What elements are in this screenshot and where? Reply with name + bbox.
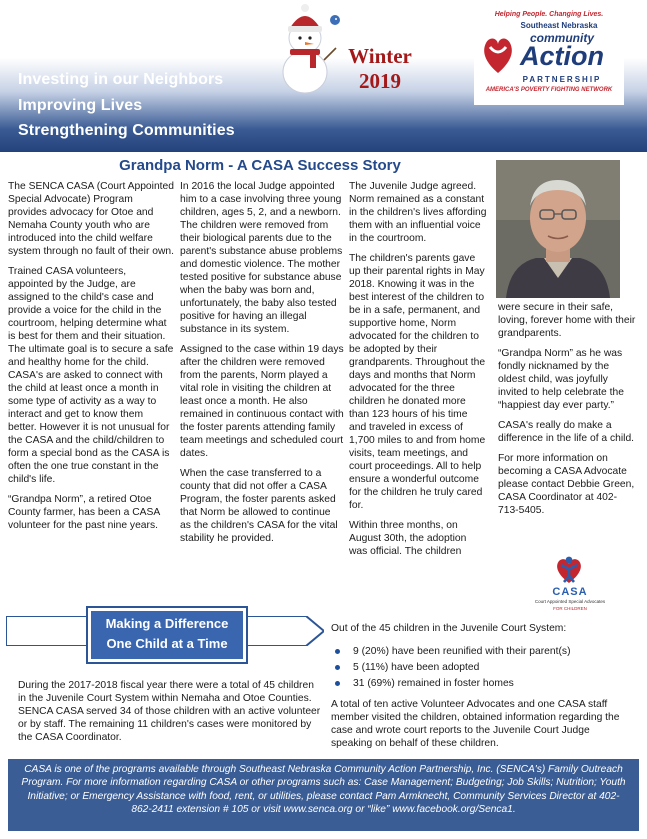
- paragraph: In 2016 the local Judge appointed him to a case involving three young children, ages 5, 2, and a newborn. The children were removed from their biological parents due to the parent's substance abuse problems and domestic violence. The mother tested positive for substance abuse when the baby was born and, unfortunately, the baby also tested positive for having an illegal substance in its system.: [180, 181, 343, 335]
- issue-season: [335, 44, 425, 94]
- footer-info-box: [8, 759, 639, 831]
- article-column-1: [8, 180, 174, 539]
- list-item: 9 (20%) have been reunified with their parent(s): [331, 645, 631, 658]
- fiscal-year-summary: During the 2017-2018 fiscal year there were a total of 45 children in the Juvenile Court System within Nemaha and Otoe Counties. SENCA CASA served 34 of those children with an active volunteer or by staff. The remaining 11 children's cases were monitored by the CASA Coordinator.: [18, 680, 321, 743]
- paragraph: Trained CASA volunteers, appointed by the Judge, are assigned to the child's case and provide a voice for the child in the courtroom, helping determine what is best for them and their situation. The ultimate goal is to secure a safe and healthy home for the child. CASA's are asked to connect with the child at least once a month in some type of activity as a way to interact and get to know them better. However it is not unusual for the CASA and the child/children to form a special bond as the CASA is often the one true constant in the child's life.: [8, 266, 174, 485]
- stats-intro: Out of the 45 children in the Juvenile Court System:: [331, 623, 567, 634]
- casa-child-icon: [552, 552, 586, 586]
- header-line-3: Strengthening Communities: [18, 122, 235, 139]
- header-line-2: Improving Lives: [18, 97, 143, 114]
- banner-line-2: One Child at a Time: [106, 636, 228, 651]
- paragraph: The children's parents gave up their parental rights in May 2018. Knowing it was in the best interest of the children to be in a safe, permanent, and supportive home, Norm advocated for the children to be adopted by their grandparents. Throughout the days and months that Norm advocated for the three children he donated more than 123 hours of his time and traveled in excess of 1,700 miles to and from home visits, team meetings, and court proceedings. All to help ensure a wonderful outcome for the children he truly cared for.: [349, 253, 486, 511]
- paragraph: CASA's really do make a difference in the life of a child.: [498, 420, 635, 444]
- paragraph: The Juvenile Judge agreed. Norm remained as a constant in the children's lives affording them with an influential voice in the courtroom.: [349, 181, 487, 244]
- article-column-4: [498, 301, 636, 524]
- snowman-illustration: [272, 2, 342, 98]
- article-column-2: [180, 180, 344, 552]
- logo-tagline: Helping People. Changing Lives.: [494, 11, 604, 18]
- logo-action: Action: [520, 41, 604, 71]
- footer-text: CASA is one of the programs available through Southeast Nebraska Community Action Partnership, Inc. (SENCA's) Family Outreach Program. For more information regarding CASA or other programs such as: Case Management; Budgeting; Job Skills; Nutrition; Youth Initiative; or Emergency Assistance with food, rent, or utilities, please contact Pam Armknecht, Community Services Director at 402-862-2411 extension # 105 or visit www.senca.org or “like” www.facebook.org/Senca1.: [21, 764, 626, 815]
- article-column-3: [349, 180, 487, 565]
- casa-logo-subtitle: Court Appointed Special Advocates: [534, 599, 606, 604]
- paragraph: “Grandpa Norm” as he was fondly nicknamed by the oldest child, was joyfully invited to help celebrate the “happiest day ever party.”: [498, 348, 624, 411]
- header-line-1: Investing in our Neighbors: [18, 71, 224, 88]
- paragraph: were secure in their safe, loving, forever home with their grandparents.: [498, 302, 636, 339]
- casa-logo-name: CASA: [552, 586, 588, 598]
- paragraph: Within three months, on August 30th, the adoption was official. The children: [349, 520, 467, 557]
- logo-partnership: PARTNERSHIP: [522, 75, 602, 84]
- logo-network: AMERICA'S POVERTY FIGHTING NETWORK: [485, 87, 613, 93]
- logo-region: Southeast Nebraska: [520, 21, 598, 30]
- grandpa-norm-photo: [496, 160, 620, 298]
- paragraph: For more information on becoming a CASA Advocate please contact Debbie Green, CASA Coordinator at 402-713-5405.: [498, 453, 635, 516]
- issue-year: 2019: [359, 69, 401, 93]
- paragraph: “Grandpa Norm”, a retired Otoe County farmer, has been a CASA volunteer for the past nine years.: [8, 494, 160, 531]
- making-difference-banner: [88, 608, 246, 662]
- paragraph: When the case transferred to a county that did not offer a CASA Program, the foster parents asked that Norm be allowed to continue as the children's CASA for the vital stability he provided.: [180, 468, 338, 544]
- stats-summary: A total of ten active Volunteer Advocates and one CASA staff member visited the children, obtained information regarding the case and wrote court reports to the Juvenile Court Judge speaking on behalf of these children.: [331, 699, 620, 749]
- article-title: Grandpa Norm - A CASA Success Story: [119, 157, 401, 174]
- community-action-logo: [474, 7, 624, 105]
- paragraph: Assigned to the case within 19 days after the children were removed from the parents, Norm played a vital role in visiting the children at least once a month. He also remained in continuous contact with the foster parents attending family team meetings and scheduled court dates.: [180, 344, 344, 459]
- logo-community: community: [529, 31, 594, 45]
- juvenile-court-stats: [331, 622, 631, 757]
- casa-logo-for: FOR CHILDREN: [553, 606, 587, 611]
- stats-list: [331, 645, 631, 690]
- casa-logo: [520, 552, 620, 612]
- issue-season-label: Winter: [348, 44, 412, 68]
- banner-line-1: Making a Difference: [105, 616, 229, 631]
- list-item: 31 (69%) remained in foster homes: [331, 677, 631, 690]
- paragraph: The SENCA CASA (Court Appointed Special Advocate) Program provides advocacy for Otoe and Nemaha County youth who are introduced into the child welfare system through no fault of their own.: [8, 181, 174, 257]
- list-item: 5 (11%) have been adopted: [331, 661, 631, 674]
